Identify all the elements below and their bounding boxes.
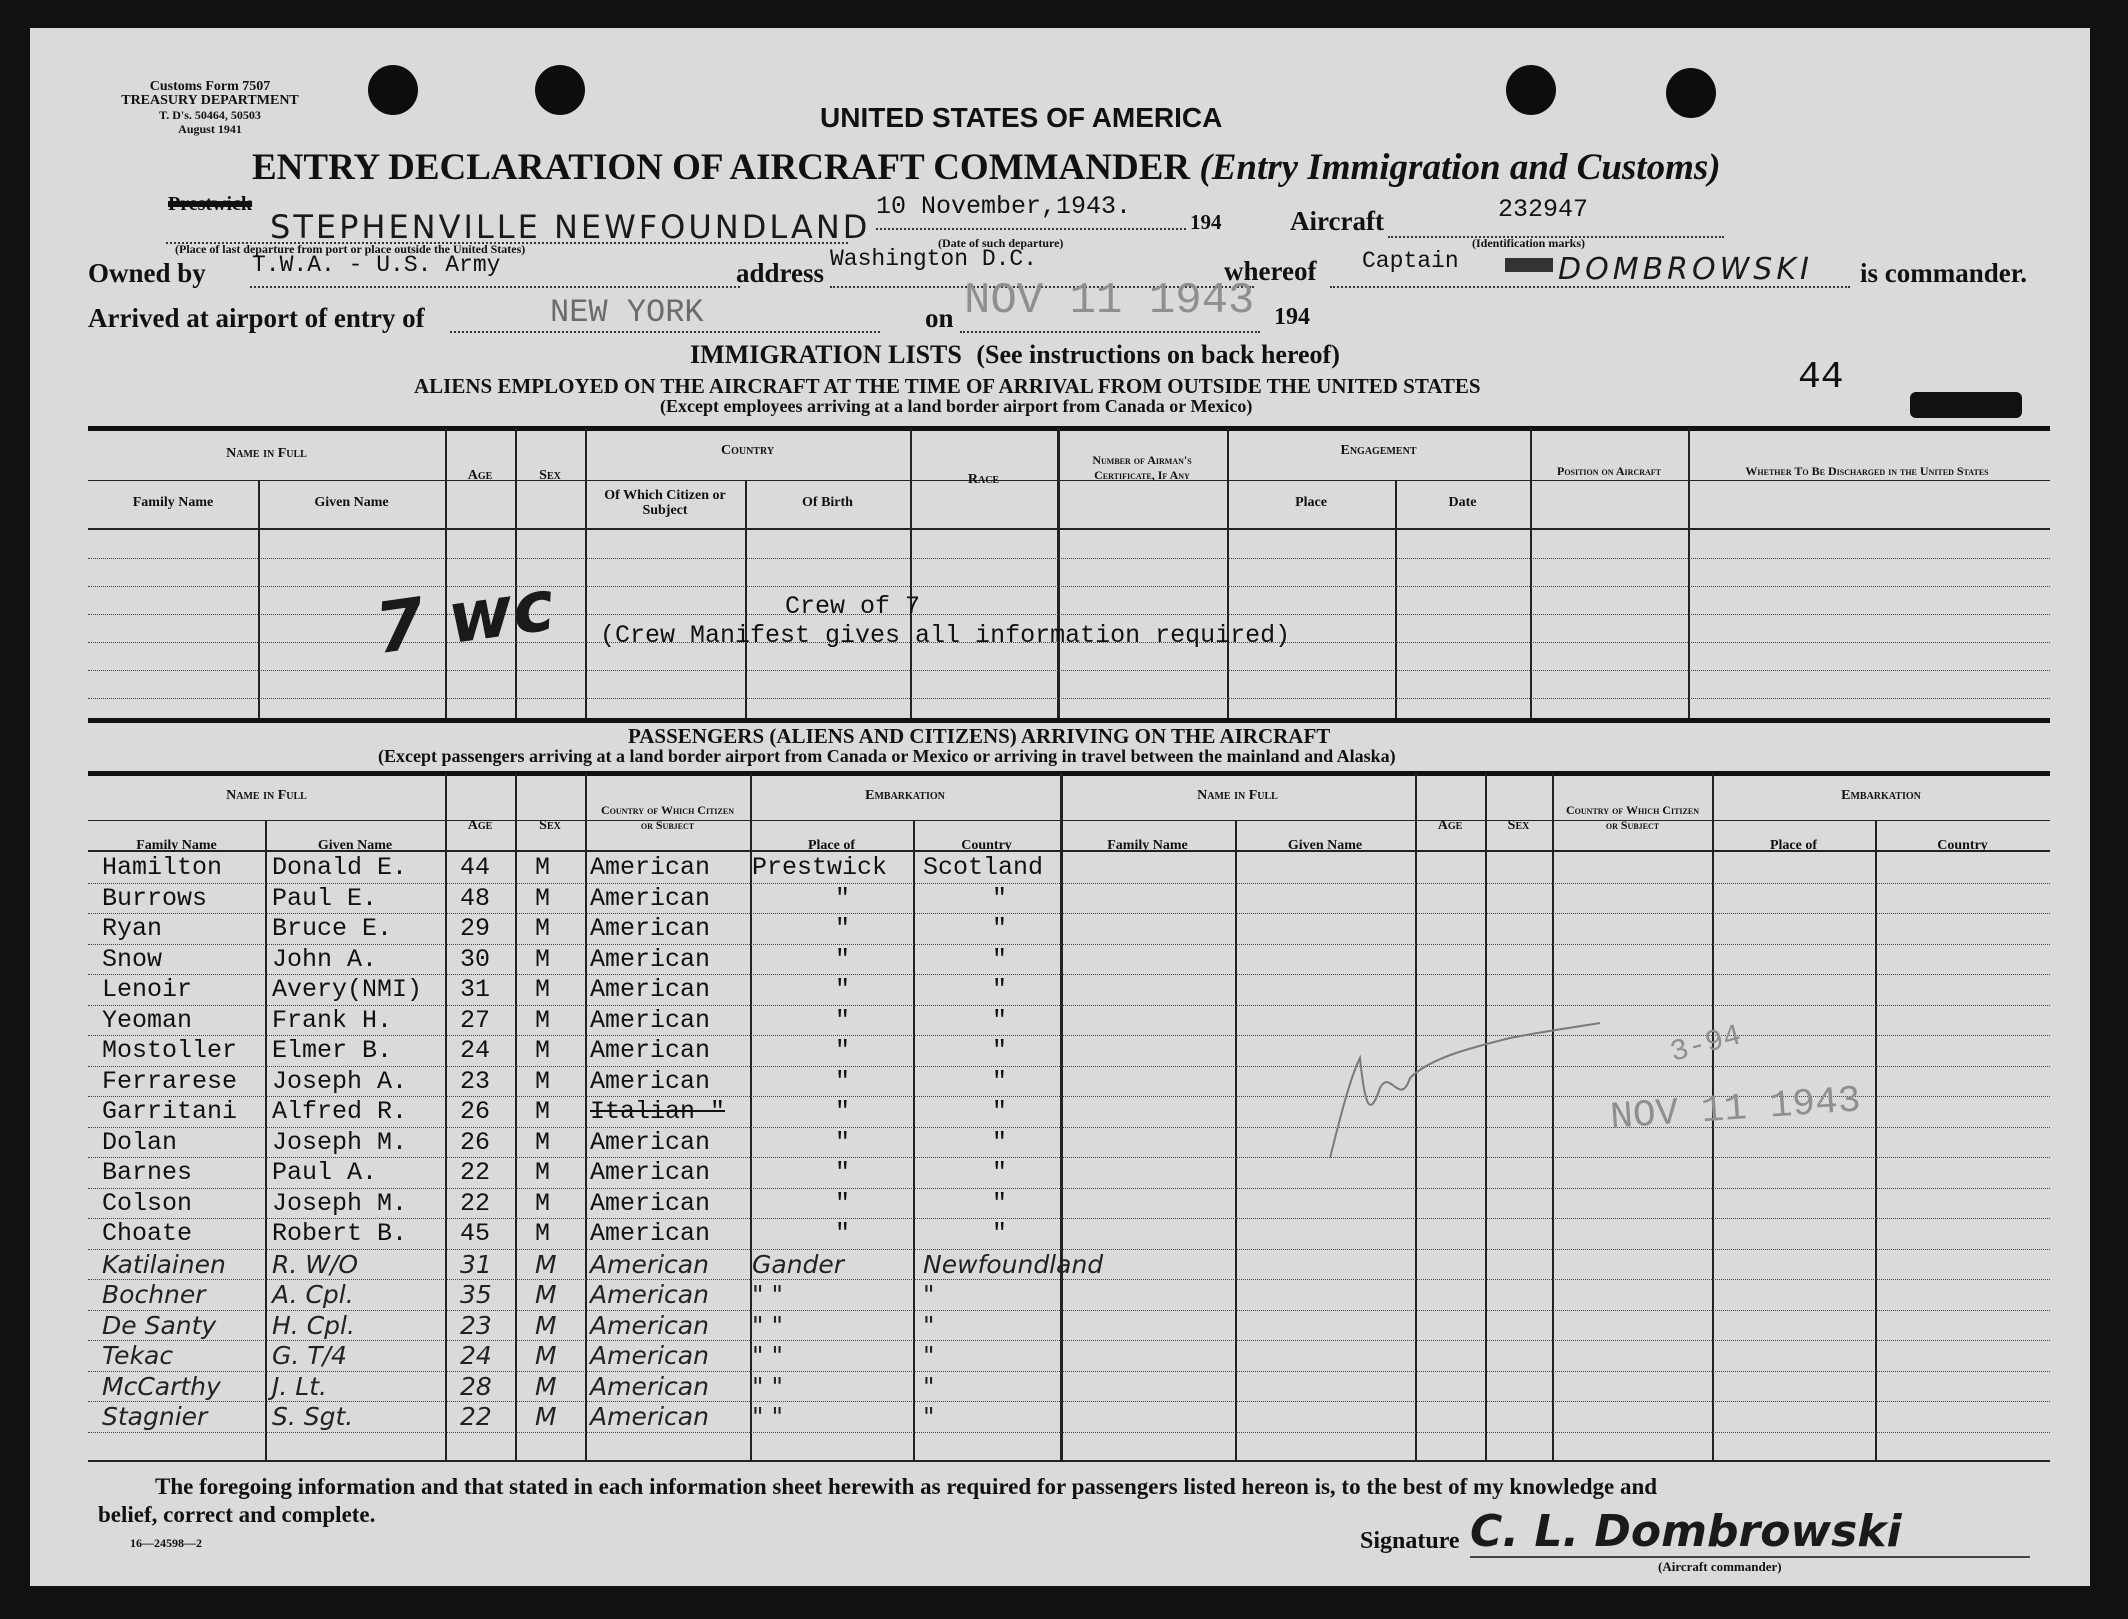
cell-given: Paul E. (272, 883, 378, 913)
p-col-citizen: Country of Which Citizen or Subject (1566, 803, 1699, 832)
cell-sex: M (535, 1249, 557, 1279)
cell-family: Colson (102, 1188, 193, 1218)
col-citizen: Of Which Citizen or Subject (604, 488, 726, 518)
immigration-subnote: (Except employees arriving at a land border airport from Canada or Mexico) (660, 396, 1253, 416)
col-discharged: Whether To Be Discharged in the United States (1745, 464, 1989, 478)
departure-place: STEPHENVILLE NEWFOUNDLAND (270, 208, 871, 246)
crew-count-note: Crew of 7 (785, 592, 921, 621)
cell-family: Katilainen (102, 1249, 226, 1279)
cell-country: " (992, 1219, 1008, 1248)
cell-citizen: American (590, 944, 711, 974)
cell-given: J. Lt. (272, 1371, 327, 1401)
cell-sex: M (535, 914, 551, 943)
cell-family: Hamilton (102, 853, 223, 882)
col-place: Place (1295, 495, 1327, 510)
cell-citizen: American (590, 1310, 709, 1340)
cell-family: Ryan (102, 914, 163, 943)
p-col-name-in-full: Name in Full (226, 788, 307, 803)
cell-country: " (923, 1402, 935, 1431)
cell-place: Gander (752, 1249, 845, 1279)
cell-place: " (835, 1005, 851, 1035)
cell-given: Avery(NMI) (272, 975, 423, 1004)
captain-title: Captain (1362, 248, 1459, 274)
p-col-age: Age (467, 818, 493, 833)
cell-age: 23 (460, 1310, 492, 1340)
country-title: UNITED STATES OF AMERICA (820, 102, 1223, 133)
cell-country: " (992, 944, 1008, 974)
crew-manifest-note: (Crew Manifest gives all information required) (600, 621, 1291, 650)
aircraft-label: Aircraft (1290, 206, 1384, 236)
aircraft-id-caption: (Identification marks) (1472, 236, 1585, 250)
arrived-label: Arrived at airport of entry of (88, 303, 425, 333)
form-id-line: August 1941 (178, 122, 242, 136)
receipt-date-stamp: NOV 11 1943 (1608, 1079, 1863, 1140)
year-prefix: 194 (1274, 304, 1310, 330)
cell-citizen: American (590, 1005, 711, 1035)
cell-family: Burrows (102, 883, 208, 913)
cell-family: Choate (102, 1219, 193, 1248)
col-race: Race (967, 472, 1000, 487)
statement-line-2: belief, correct and complete. (98, 1502, 376, 1527)
cell-citizen: American (590, 883, 711, 913)
cell-country: " (992, 1127, 1008, 1157)
cell-citizen: American (590, 1036, 711, 1065)
cell-age: 29 (460, 914, 491, 943)
cell-citizen: American (590, 1158, 711, 1187)
cell-place: " (835, 1219, 851, 1248)
form-title-sub: (Entry Immigration and Customs) (1199, 147, 1721, 188)
cell-place: " (835, 1127, 851, 1157)
cell-citizen: American (590, 1371, 709, 1401)
commander-signature: C. L. Dombrowski (1470, 1506, 1902, 1557)
passengers-subnote: (Except passengers arriving at a land border airport from Canada or Mexico or arriving in travel between the mainland and Alaska) (378, 746, 1396, 766)
declaration-form-sheet (30, 28, 2090, 1586)
departure-caption: (Place of last departure from port or place outside the United States) (175, 242, 526, 256)
cell-country: " (923, 1280, 935, 1309)
cell-given: Robert B. (272, 1219, 408, 1248)
cell-family: Mostoller (102, 1036, 238, 1065)
col-date: Date (1448, 495, 1477, 510)
cell-age: 30 (460, 944, 491, 974)
page-count: 44 (1798, 356, 1844, 399)
cell-age: 22 (460, 1402, 492, 1431)
cell-given: Frank H. (272, 1005, 393, 1035)
p-col-place-of: Place of (807, 838, 856, 853)
cell-given: Joseph M. (272, 1188, 408, 1218)
handwritten-crew-mark: 7 wc (370, 563, 560, 671)
cell-given: R. W/O (272, 1249, 359, 1279)
cell-given: S. Sgt. (272, 1402, 354, 1431)
col-sex: Sex (539, 468, 561, 483)
immigration-heading-note: (See instructions on back hereof) (976, 340, 1340, 369)
cell-country: " (992, 1036, 1008, 1065)
p-col-sex: Sex (1507, 818, 1530, 833)
signature-caption: (Aircraft commander) (1658, 1559, 1782, 1574)
punch-hole (368, 65, 418, 115)
cell-place: " (835, 944, 851, 974)
cell-given: Bruce E. (272, 914, 393, 943)
arrival-airport: NEW YORK (550, 294, 704, 331)
commander-name: DOMBROWSKI (1558, 252, 1813, 287)
owner: T.W.A. - U.S. Army (252, 252, 501, 278)
cell-country: Newfoundland (923, 1249, 1104, 1279)
cell-sex: M (535, 1371, 557, 1401)
signature-label: Signature (1360, 1528, 1460, 1554)
cell-given: Joseph M. (272, 1127, 408, 1157)
cell-family: Tekac (102, 1341, 174, 1370)
cell-sex: M (535, 853, 551, 882)
punch-hole (535, 65, 585, 115)
cell-country: " (992, 1097, 1008, 1126)
cell-country: " (923, 1371, 935, 1401)
departure-struck-text: Prestwick (168, 193, 253, 215)
col-country: Country (720, 443, 775, 458)
aircraft-id: 232947 (1498, 195, 1589, 224)
p-col-given-name: Given Name (1287, 838, 1363, 853)
cell-age: 22 (460, 1188, 491, 1218)
cell-citizen: American (590, 1188, 711, 1218)
cell-place: " (835, 1036, 851, 1065)
cell-family: McCarthy (102, 1371, 221, 1401)
cell-family: Lenoir (102, 975, 193, 1004)
address-label: address (736, 258, 825, 288)
cell-citizen: American (590, 1341, 709, 1370)
cell-sex: M (535, 944, 551, 974)
cell-citizen: American (590, 1219, 711, 1248)
col-name-in-full: Name in Full (226, 446, 307, 461)
cell-citizen: American (590, 1280, 709, 1309)
receipt-stamp-number: 3-94 (1666, 1019, 1746, 1071)
whereof-label: whereof (1224, 256, 1317, 286)
cell-sex: M (535, 1005, 551, 1035)
cell-age: 22 (460, 1158, 491, 1187)
cell-citizen: American (590, 975, 711, 1004)
p-col-given-name: Given Name (317, 838, 393, 853)
cell-citizen: American (590, 914, 711, 943)
cell-citizen: American (590, 1402, 709, 1431)
cell-given: A. Cpl. (272, 1280, 354, 1309)
cell-age: 24 (460, 1036, 491, 1065)
p-col-embarkation: Embarkation (1841, 788, 1921, 803)
cell-place: " (835, 1097, 851, 1126)
cell-place: " " (752, 1280, 783, 1309)
form-id-line: Customs Form 7507 (149, 79, 271, 94)
cell-given: Joseph A. (272, 1066, 408, 1096)
form-number: 16—24598—2 (130, 1536, 202, 1550)
cell-country: " (992, 975, 1008, 1004)
p-col-place-of: Place of (1769, 838, 1818, 853)
cell-country: " (992, 1158, 1008, 1187)
cell-place: " " (752, 1371, 783, 1401)
p-col-age: Age (1437, 818, 1463, 833)
col-family-name: Family Name (132, 495, 214, 510)
cell-country: " (992, 1005, 1008, 1035)
cell-country: " (992, 883, 1008, 913)
cell-age: 24 (460, 1341, 492, 1370)
cell-given: John A. (272, 944, 378, 974)
arrival-date-stamp: NOV 11 1943 (964, 276, 1255, 326)
form-title-main: ENTRY DECLARATION OF AIRCRAFT COMMANDER (252, 147, 1191, 188)
cell-sex: M (535, 883, 551, 913)
cell-country: " (992, 1188, 1008, 1218)
cell-sex: M (535, 1036, 551, 1065)
cell-family: Dolan (102, 1127, 178, 1157)
p-col-citizen: Country of Which Citizen or Subject (601, 803, 734, 832)
cell-sex: M (535, 1280, 557, 1309)
cell-family: Snow (102, 944, 163, 974)
cell-age: 45 (460, 1219, 491, 1248)
cell-given: Elmer B. (272, 1036, 393, 1065)
owned-by-label: Owned by (88, 258, 206, 288)
cell-family: Barnes (102, 1158, 193, 1187)
cell-place: " " (752, 1310, 783, 1340)
cell-sex: M (535, 1127, 551, 1157)
cell-age: 28 (460, 1371, 492, 1401)
cell-age: 48 (460, 883, 491, 913)
cell-age: 27 (460, 1005, 491, 1035)
cell-sex: M (535, 975, 551, 1004)
cell-place: " " (752, 1402, 783, 1431)
cell-country: " (923, 1310, 935, 1340)
p-col-family-name: Family Name (136, 838, 217, 853)
cell-sex: M (535, 1097, 551, 1126)
cell-citizen: American (590, 1127, 711, 1157)
p-col-embarkation: Embarkation (865, 788, 945, 803)
statement-line-1: The foregoing information and that stated in each information sheet herewith as required for passengers listed hereon is, to the best of my knowledge and (155, 1474, 1658, 1499)
p-col-family-name: Family Name (1107, 838, 1188, 853)
cell-sex: M (535, 1310, 557, 1340)
cell-country: " (992, 914, 1008, 943)
cell-citizen: American (590, 1249, 709, 1279)
cell-given: Alfred R. (272, 1097, 408, 1126)
cell-family: Bochner (102, 1280, 206, 1309)
col-birth: Of Birth (802, 495, 853, 510)
cell-age: 31 (460, 975, 491, 1004)
p-col-sex: Sex (539, 818, 561, 833)
cell-citizen: American (590, 853, 711, 882)
cell-age: 26 (460, 1097, 491, 1126)
on-label: on (925, 303, 954, 333)
redaction-mark (1910, 392, 2022, 418)
departure-date-caption: (Date of such departure) (938, 236, 1064, 250)
cell-family: Garritani (102, 1097, 238, 1126)
cell-family: Yeoman (102, 1005, 193, 1035)
cell-citizen: Italian " (590, 1097, 726, 1126)
cell-place: " (835, 1066, 851, 1096)
immigration-subheading: ALIENS EMPLOYED ON THE AIRCRAFT AT THE TIME OF ARRIVAL FROM OUTSIDE THE UNITED STATES (414, 374, 1481, 398)
cell-country: " (992, 1066, 1008, 1096)
cell-sex: M (535, 1219, 551, 1248)
form-identification (80, 80, 340, 136)
cell-place: " (835, 883, 851, 913)
cell-place: " (835, 975, 851, 1004)
col-certificate: Number of Airman's Certificate, If Any (1092, 453, 1192, 482)
passengers-heading: PASSENGERS (ALIENS AND CITIZENS) ARRIVING ON THE AIRCRAFT (628, 724, 1331, 748)
commander-suffix: is commander. (1860, 258, 2027, 288)
address: Washington D.C. (830, 246, 1038, 272)
form-id-line: TREASURY DEPARTMENT (121, 93, 299, 108)
cell-place: " (835, 1158, 851, 1187)
p-col-name-in-full: Name in Full (1197, 788, 1278, 803)
col-given-name: Given Name (314, 495, 389, 510)
form-id-line: T. D's. 50464, 50503 (159, 108, 261, 122)
cell-place: Prestwick (752, 853, 888, 882)
cell-age: 31 (460, 1249, 492, 1279)
cell-given: G. T/4 (272, 1341, 347, 1370)
cell-given: Donald E. (272, 853, 408, 882)
cell-country: " (923, 1341, 935, 1370)
year-prefix: 194 (1190, 210, 1222, 234)
cell-sex: M (535, 1402, 557, 1431)
cell-family: Ferrarese (102, 1066, 238, 1096)
punch-hole (1506, 65, 1556, 115)
p-col-country: Country (1937, 838, 1988, 853)
cell-sex: M (535, 1158, 551, 1187)
cell-family: De Santy (102, 1310, 217, 1340)
punch-hole (1666, 68, 1716, 118)
cell-family: Stagnier (102, 1402, 208, 1431)
captain-redaction (1505, 258, 1553, 272)
col-age: Age (467, 468, 493, 483)
cell-age: 35 (460, 1280, 492, 1309)
cell-place: " (835, 914, 851, 943)
col-engagement: Engagement (1340, 443, 1417, 458)
cell-age: 44 (460, 853, 491, 882)
col-position: Position on Aircraft (1556, 464, 1661, 478)
cell-place: " " (752, 1341, 783, 1370)
cell-sex: M (535, 1341, 557, 1370)
cell-country: Scotland (923, 853, 1044, 882)
immigration-heading: IMMIGRATION LISTS (690, 340, 962, 369)
departure-date: 10 November,1943. (876, 192, 1132, 221)
cell-place: " (835, 1188, 851, 1218)
faint-signature-scrawl (1310, 1018, 1610, 1168)
cell-citizen: American (590, 1066, 711, 1096)
cell-sex: M (535, 1188, 551, 1218)
cell-age: 23 (460, 1066, 491, 1096)
p-col-country: Country (961, 838, 1012, 853)
form-title (252, 146, 1721, 189)
cell-sex: M (535, 1066, 551, 1096)
cell-age: 26 (460, 1127, 491, 1157)
cell-given: Paul A. (272, 1158, 378, 1187)
cell-given: H. Cpl. (272, 1310, 355, 1340)
